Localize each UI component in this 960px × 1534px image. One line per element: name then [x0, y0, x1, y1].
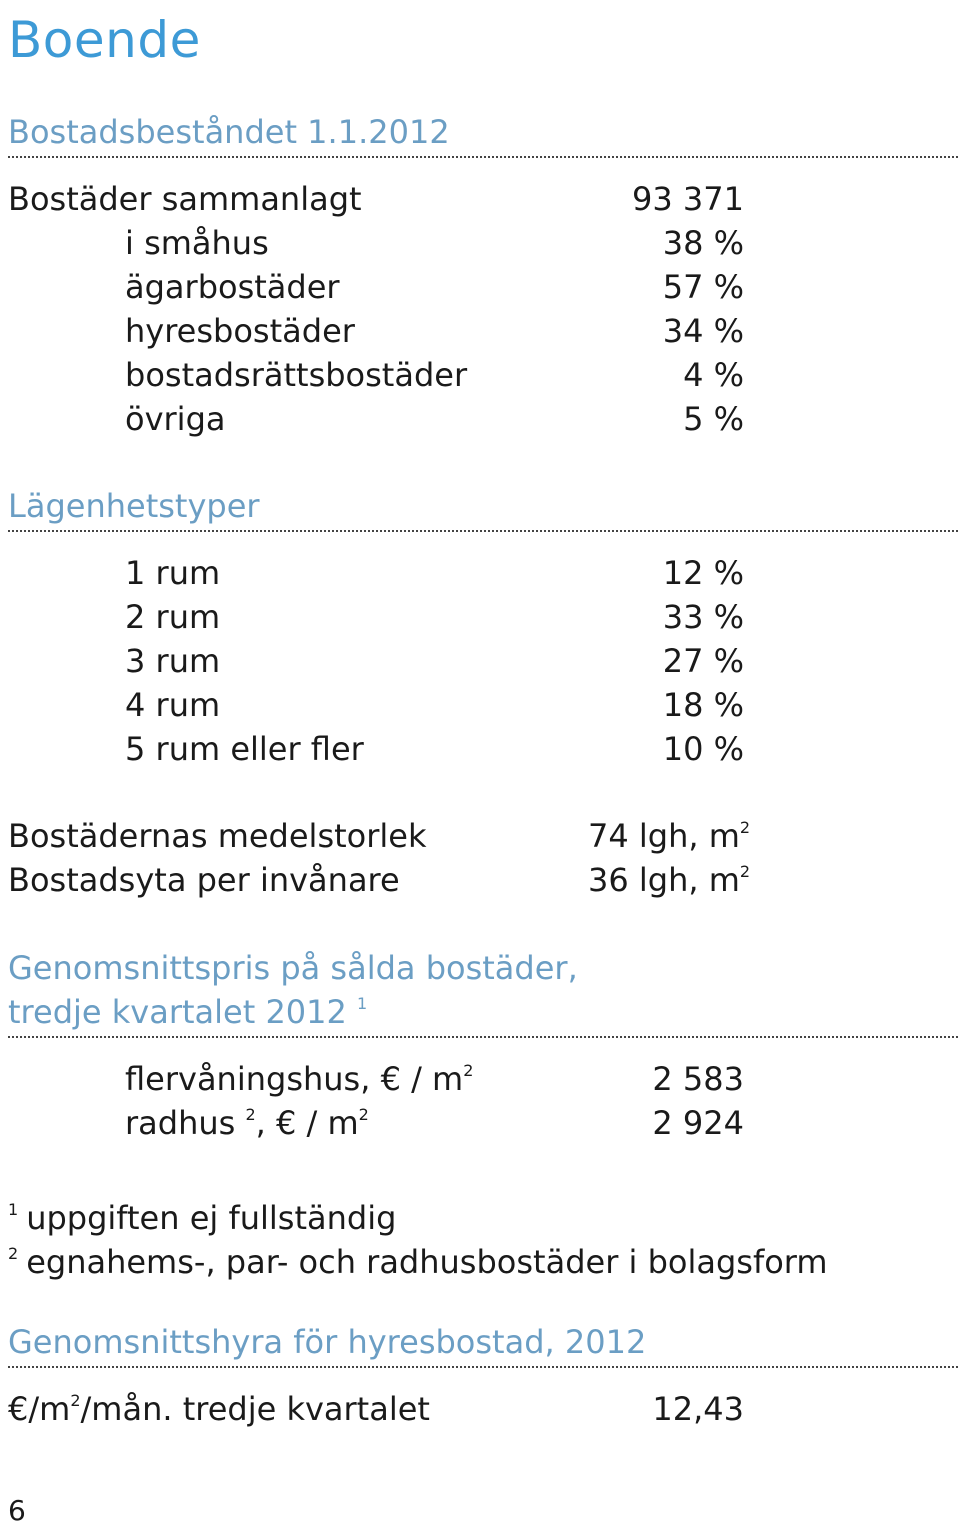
rent-heading: Genomsnittshyra för hyresbostad, 2012: [8, 1320, 958, 1368]
table-row: [8, 265, 958, 309]
apartment-types-heading: Lägenhetstyper: [8, 484, 958, 532]
page-number: 6: [8, 1494, 26, 1527]
dwelling-size-section: [8, 814, 958, 902]
row-label: radhus $^2$, € / $m^2$: [125, 1104, 369, 1142]
row-label: 2 rum: [125, 598, 221, 636]
table-row: [8, 353, 958, 397]
row-value: 34 %: [662, 312, 744, 350]
table-row: [8, 639, 958, 683]
row-label: Bostadsyta per invånare: [8, 861, 400, 899]
row-value: 12 %: [662, 554, 744, 592]
row-value: 38 %: [662, 224, 744, 262]
row-label: 4 rum: [125, 686, 221, 724]
housing-stock-heading: Bostadsbeståndet 1.1.2012: [8, 110, 958, 158]
footnote-2: $^2$ egnahems-, par- och radhusbostäder i bolagsform: [8, 1243, 828, 1281]
row-label: övriga: [125, 400, 226, 438]
prices-section: [8, 946, 958, 1145]
row-value: 33 %: [662, 598, 744, 636]
row-label: i småhus: [125, 224, 269, 262]
row-label: 3 rum: [125, 642, 221, 680]
table-row: [8, 1057, 958, 1101]
row-value: 27 %: [662, 642, 744, 680]
row-label: hyresbostäder: [125, 312, 355, 350]
table-row: [8, 858, 958, 902]
row-label: $€/m^2$/mån. tredje kvartalet: [8, 1390, 430, 1428]
row-label: Bostäder sammanlagt: [8, 180, 362, 218]
row-label: 1 rum: [125, 554, 221, 592]
rent-section: [8, 1320, 958, 1431]
page-title: Boende: [8, 11, 201, 69]
table-row: [8, 595, 958, 639]
housing-stock-section: [8, 110, 958, 441]
row-label: 5 rum eller fler: [125, 730, 364, 768]
table-row: [8, 727, 958, 771]
table-row: [8, 1387, 958, 1431]
row-value: 93 371: [632, 180, 744, 218]
row-value: 2 583: [652, 1060, 744, 1098]
table-row: [8, 814, 958, 858]
row-value: 2 924: [652, 1104, 744, 1142]
row-value: 18 %: [662, 686, 744, 724]
row-value: 5 %: [683, 400, 744, 438]
table-row: [8, 1101, 958, 1145]
table-row: [8, 177, 958, 221]
row-label: bostadsrättsbostäder: [125, 356, 468, 394]
prices-heading: Genomsnittspris på sålda bostäder, tredje kvartalet 2012 $^1$: [8, 946, 958, 1038]
row-label: flervåningshus, € / $m^2$: [125, 1060, 474, 1098]
row-value: 12,43: [652, 1390, 744, 1428]
table-row: [8, 551, 958, 595]
footnote-1: $^1$ uppgiften ej fullständig: [8, 1199, 397, 1237]
table-row: [8, 309, 958, 353]
row-value: 36 lgh, $m^2$: [588, 861, 751, 899]
row-value: 10 %: [662, 730, 744, 768]
table-row: [8, 397, 958, 441]
table-row: [8, 221, 958, 265]
table-row: [8, 683, 958, 727]
row-label: Bostädernas medelstorlek: [8, 817, 427, 855]
apartment-types-section: [8, 484, 958, 771]
row-value: 57 %: [662, 268, 744, 306]
row-label: ägarbostäder: [125, 268, 340, 306]
row-value: 74 lgh, $m^2$: [588, 817, 751, 855]
row-value: 4 %: [683, 356, 744, 394]
